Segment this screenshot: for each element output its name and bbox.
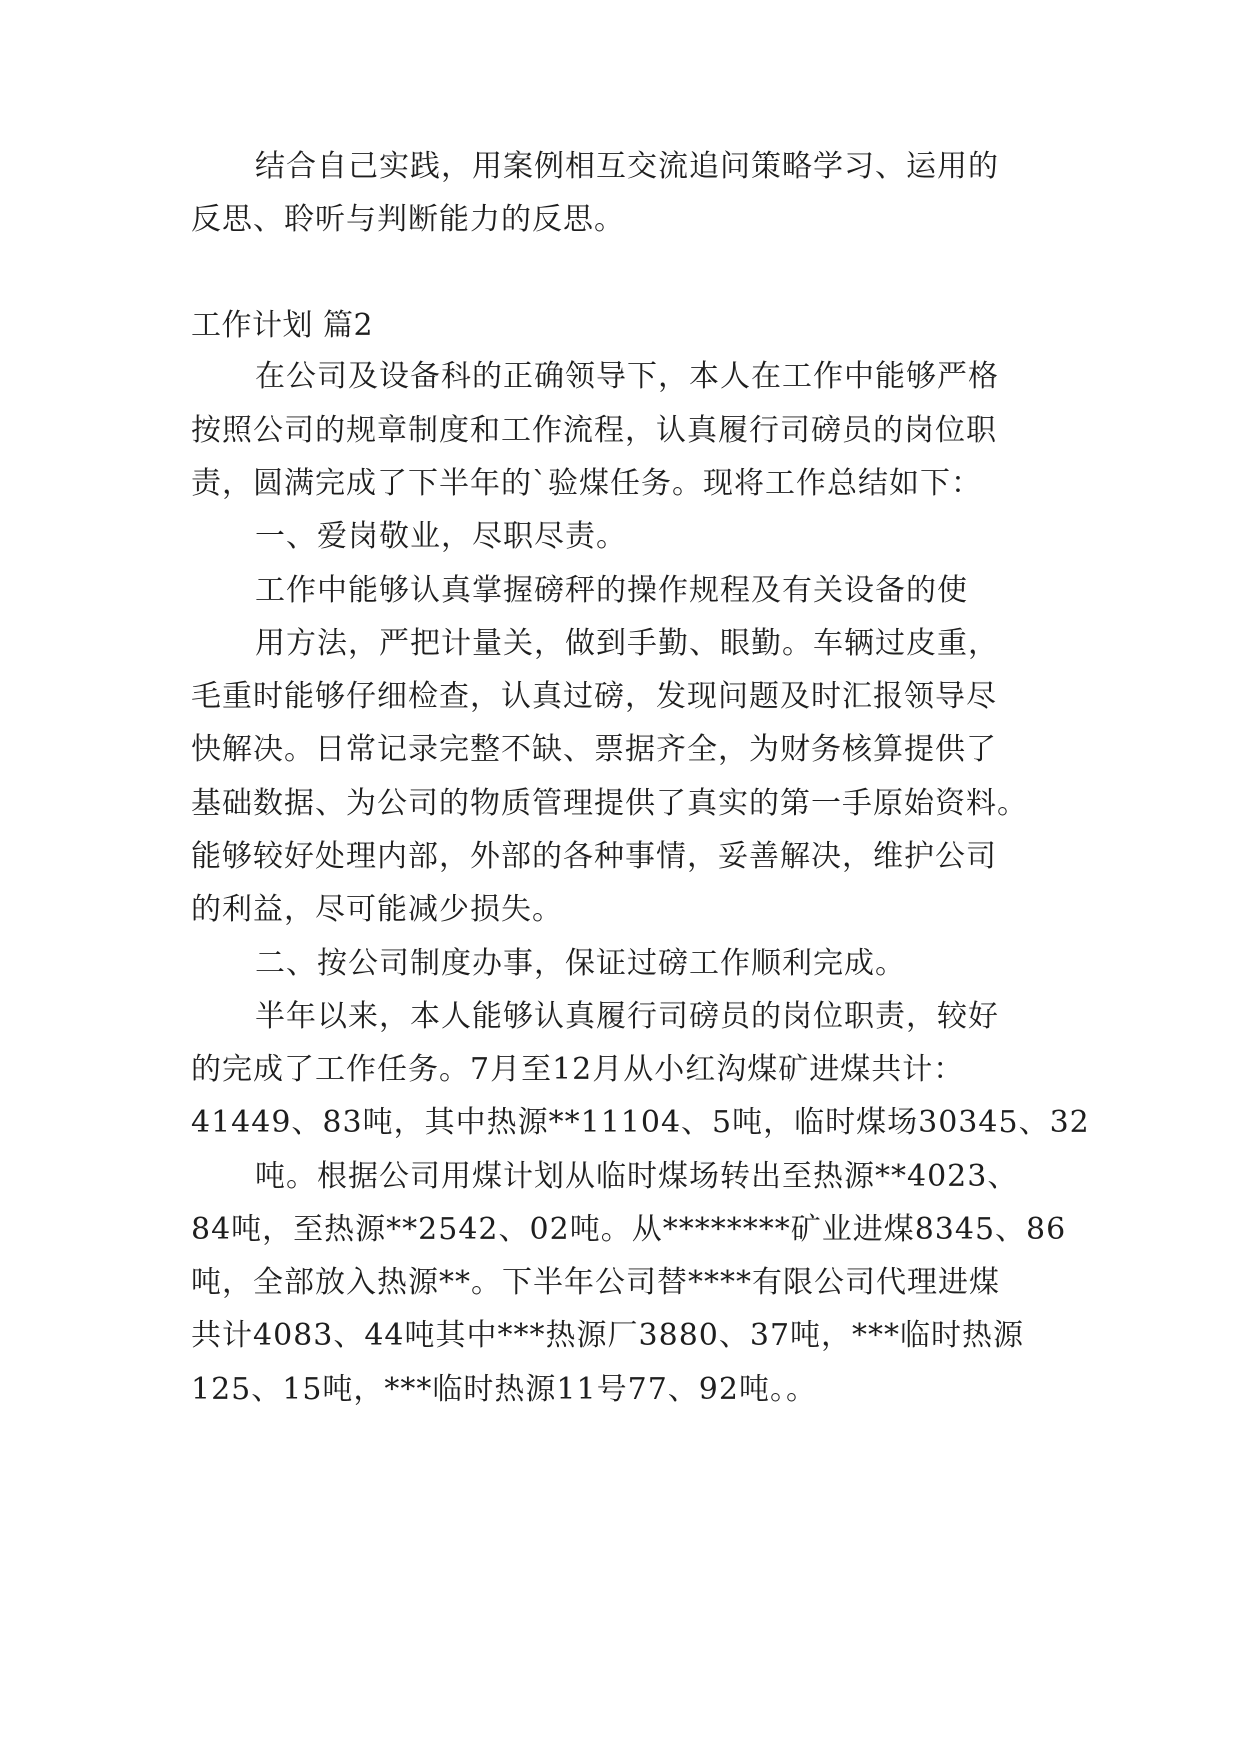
paragraph-line: 84吨，至热源**2542、02吨。从********矿业进煤8345、86: [191, 1212, 1067, 1247]
paragraph-line: 吨，全部放入热源**。下半年公司替****有限公司代理进煤: [191, 1265, 1000, 1300]
paragraph-line: 结合自己实践，用案例相互交流追问策略学习、运用的: [255, 149, 999, 184]
section-heading: 一、爱岗敬业，尽职尽责。: [255, 519, 627, 554]
paragraph-line: 的利益，尽可能减少损失。: [191, 892, 563, 927]
paragraph-line: 吨。根据公司用煤计划从临时煤场转出至热源**4023、: [255, 1159, 1019, 1194]
section-heading: 二、按公司制度办事，保证过磅工作顺利完成。: [255, 946, 906, 981]
paragraph-line: 41449、83吨，其中热源**11104、5吨，临时煤场30345、32: [191, 1105, 1090, 1140]
paragraph-line: 能够较好处理内部，外部的各种事情，妥善解决，维护公司: [191, 839, 997, 874]
paragraph-line: 责，圆满完成了下半年的`验煤任务。现将工作总结如下：: [191, 466, 982, 501]
section-title: 工作计划 篇2: [191, 308, 374, 343]
paragraph-line: 半年以来，本人能够认真履行司磅员的岗位职责，较好: [255, 999, 999, 1034]
paragraph-line: 用方法，严把计量关，做到手勤、眼勤。车辆过皮重，: [255, 626, 999, 661]
paragraph-line: 基础数据、为公司的物质管理提供了真实的第一手原始资料。: [191, 786, 1028, 821]
paragraph-line: 按照公司的规章制度和工作流程，认真履行司磅员的岗位职: [191, 413, 997, 448]
paragraph-line: 反思、聆听与判断能力的反思。: [191, 202, 625, 237]
paragraph-line: 毛重时能够仔细检查，认真过磅，发现问题及时汇报领导尽: [191, 679, 997, 714]
paragraph-line: 快解决。日常记录完整不缺、票据齐全，为财务核算提供了: [191, 732, 997, 767]
paragraph-line: 125、15吨，***临时热源11号77、92吨。。: [191, 1372, 817, 1407]
paragraph-line: 共计4083、44吨其中***热源厂3880、37吨，***临时热源: [191, 1318, 1025, 1353]
paragraph-line: 在公司及设备科的正确领导下，本人在工作中能够严格: [255, 359, 999, 394]
paragraph-line: 工作中能够认真掌握磅秤的操作规程及有关设备的使: [255, 573, 968, 608]
paragraph-line: 的完成了工作任务。7月至12月从小红沟煤矿进煤共计：: [191, 1052, 965, 1087]
